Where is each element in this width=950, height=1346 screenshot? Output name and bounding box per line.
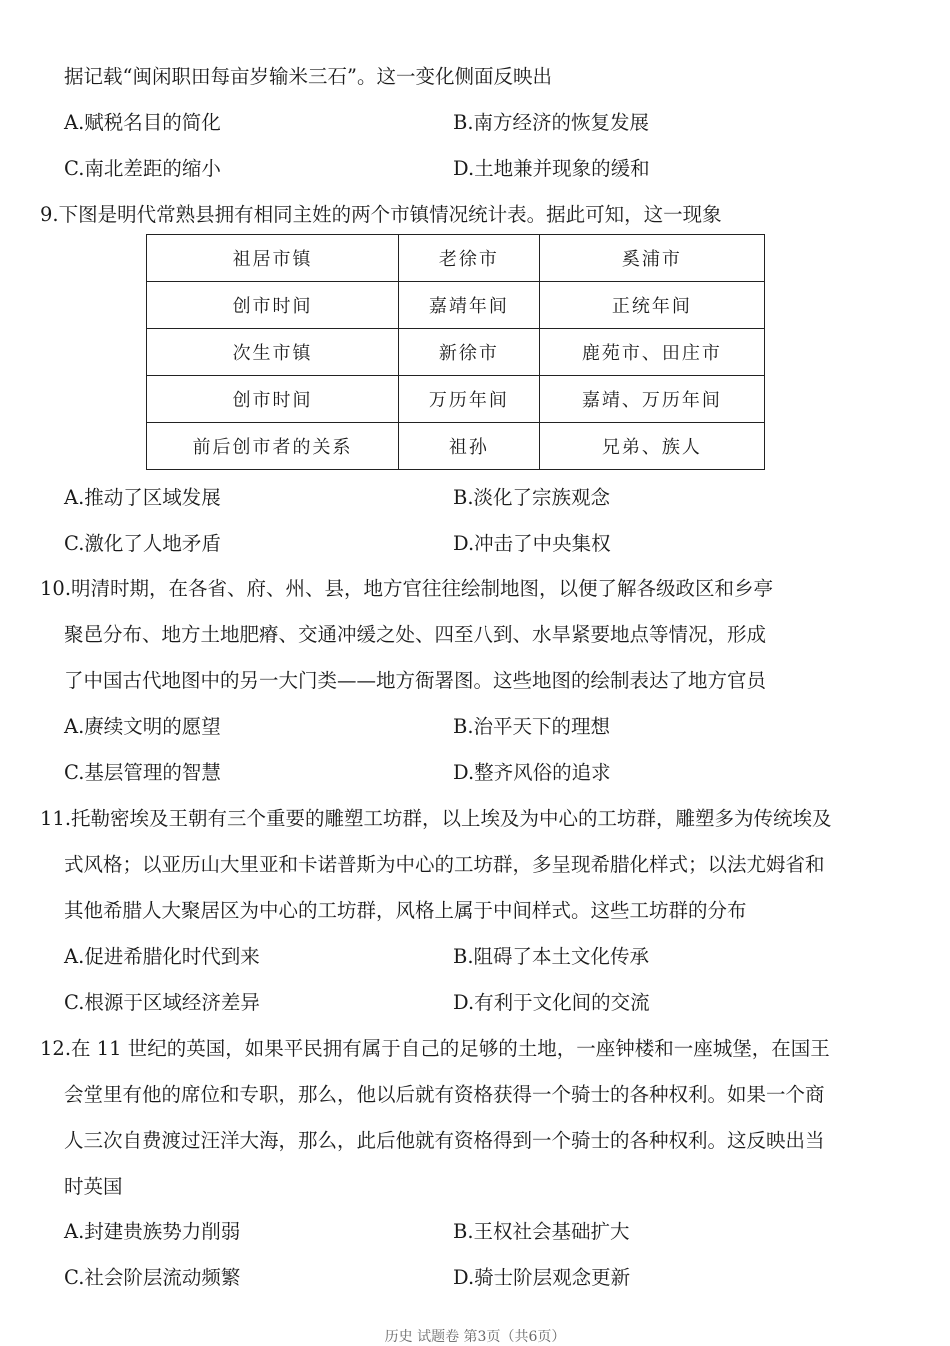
table-cell: 正统年间 bbox=[539, 282, 764, 329]
q12-stem-line-2: 会堂里有他的席位和专职，那么，他以后就有资格获得一个骑士的各种权利。如果一个商 bbox=[64, 1083, 825, 1106]
q9-option-c[interactable]: C.激化了人地矛盾 bbox=[64, 532, 221, 555]
table-cell: 创市时间 bbox=[147, 376, 399, 423]
table-row bbox=[147, 376, 765, 423]
q10-option-b[interactable]: B.治平天下的理想 bbox=[453, 715, 611, 738]
q10-stem-line-1: 10.明清时期，在各省、府、州、县，地方官往往绘制地图，以便了解各级政区和乡亭 bbox=[40, 577, 774, 600]
market-town-table bbox=[146, 234, 765, 470]
q11-stem-line-3: 其他希腊人大聚居区为中心的工坊群，风格上属于中间样式。这些工坊群的分布 bbox=[64, 899, 747, 922]
table-cell: 嘉靖、万历年间 bbox=[539, 376, 764, 423]
q12-option-b[interactable]: B.王权社会基础扩大 bbox=[453, 1220, 630, 1243]
table-cell: 奚浦市 bbox=[539, 235, 764, 282]
q10-stem-line-3: 了中国古代地图中的另一大门类——地方衙署图。这些地图的绘制表达了地方官员 bbox=[64, 669, 767, 692]
table-row bbox=[147, 329, 765, 376]
table-cell: 祖居市镇 bbox=[147, 235, 399, 282]
table-cell: 次生市镇 bbox=[147, 329, 399, 376]
q12-stem-line-1: 12.在 11 世纪的英国，如果平民拥有属于自己的足够的土地，一座钟楼和一座城堡，在国王 bbox=[40, 1037, 830, 1060]
q12-stem-line-4: 时英国 bbox=[64, 1175, 123, 1198]
q9-option-a[interactable]: A.推动了区域发展 bbox=[64, 486, 221, 509]
table-cell: 老徐市 bbox=[399, 235, 540, 282]
q11-option-c[interactable]: C.根源于区域经济差异 bbox=[64, 991, 260, 1014]
table-cell: 前后创市者的关系 bbox=[147, 423, 399, 470]
q10-option-d[interactable]: D.整齐风俗的追求 bbox=[453, 761, 611, 784]
q8-option-a[interactable]: A.赋税名目的简化 bbox=[64, 111, 221, 134]
table-cell: 嘉靖年间 bbox=[399, 282, 540, 329]
table-row bbox=[147, 282, 765, 329]
table-cell: 新徐市 bbox=[399, 329, 540, 376]
table-cell: 万历年间 bbox=[399, 376, 540, 423]
q10-option-a[interactable]: A.赓续文明的愿望 bbox=[64, 715, 221, 738]
q11-option-d[interactable]: D.有利于文化间的交流 bbox=[453, 991, 650, 1014]
table-row bbox=[147, 423, 765, 470]
q12-stem-line-3: 人三次自费渡过汪洋大海，那么，此后他就有资格得到一个骑士的各种权利。这反映出当 bbox=[64, 1129, 825, 1152]
q10-option-c[interactable]: C.基层管理的智慧 bbox=[64, 761, 221, 784]
table-cell: 祖孙 bbox=[399, 423, 540, 470]
q12-option-d[interactable]: D.骑士阶层观念更新 bbox=[453, 1266, 631, 1289]
q9-option-b[interactable]: B.淡化了宗族观念 bbox=[453, 486, 611, 509]
q10-stem-line-2: 聚邑分布、地方土地肥瘠、交通冲缓之处、四至八到、水旱紧要地点等情况，形成 bbox=[64, 623, 767, 646]
q9-stem: 9.下图是明代常熟县拥有相同主姓的两个市镇情况统计表。据此可知，这一现象 bbox=[40, 203, 722, 226]
q11-option-b[interactable]: B.阻碍了本土文化传承 bbox=[453, 945, 650, 968]
q12-option-c[interactable]: C.社会阶层流动频繁 bbox=[64, 1266, 241, 1289]
q11-stem-line-2: 式风格；以亚历山大里亚和卡诺普斯为中心的工坊群，多呈现希腊化样式；以法尤姆省和 bbox=[64, 853, 825, 876]
q11-option-a[interactable]: A.促进希腊化时代到来 bbox=[64, 945, 260, 968]
q8-option-c[interactable]: C.南北差距的缩小 bbox=[64, 157, 221, 180]
table-cell: 创市时间 bbox=[147, 282, 399, 329]
table-row bbox=[147, 235, 765, 282]
page-footer: 历史 试题卷 第3页（共6页） bbox=[384, 1329, 566, 1345]
q9-option-d[interactable]: D.冲击了中央集权 bbox=[453, 532, 611, 555]
q8-option-d[interactable]: D.土地兼并现象的缓和 bbox=[453, 157, 650, 180]
table-cell: 兄弟、族人 bbox=[539, 423, 764, 470]
table-cell: 鹿苑市、田庄市 bbox=[539, 329, 764, 376]
q8-stem-tail: 据记载“闽闲职田每亩岁输米三石”。这一变化侧面反映出 bbox=[64, 65, 552, 88]
q8-option-b[interactable]: B.南方经济的恢复发展 bbox=[453, 111, 650, 134]
q11-stem-line-1: 11.托勒密埃及王朝有三个重要的雕塑工坊群，以上埃及为中心的工坊群，雕塑多为传统埃及 bbox=[40, 807, 832, 830]
q12-option-a[interactable]: A.封建贵族势力削弱 bbox=[64, 1220, 241, 1243]
